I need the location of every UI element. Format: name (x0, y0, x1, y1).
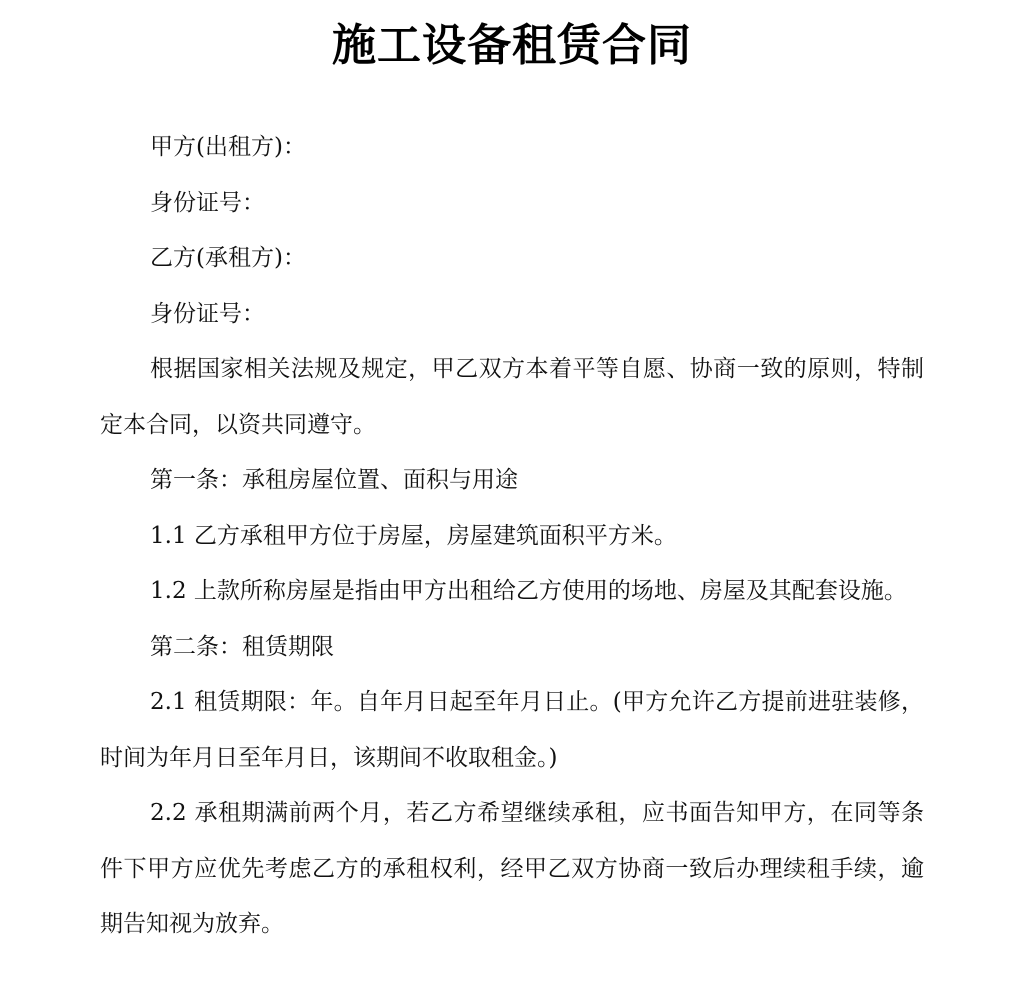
article-2-heading: 第二条：租赁期限 (150, 633, 334, 660)
party-a-line: 甲方(出租方)： (150, 134, 306, 160)
document-title: 施工设备租赁合同 (332, 20, 692, 71)
preamble-paragraph: 根据国家相关法规及规定，甲乙双方本着平等自愿、协商一致的原则，特制定本合同，以资共同遵守。 (100, 356, 924, 438)
clause-1-2: 1.2 上款所称房屋是指由甲方出租给乙方使用的场地、房屋及其配套设施。 (150, 578, 907, 604)
clause-1-1: 1.1 乙方承租甲方位于房屋，房屋建筑面积平方米。 (150, 522, 677, 549)
clause-2-2: 2.2 承租期满前两个月，若乙方希望继续承租，应书面告知甲方，在同等条件下甲方应优先考虑乙方的承租权利，经甲乙双方协商一致后办理续租手续，逾期告知视为放弃。 (100, 800, 924, 937)
clause-2-1: 2.1 租赁期限：年。自年月日起至年月日止。(甲方允许乙方提前进驻装修，时间为年月日至年月日，该期间不收取租金。) (100, 689, 924, 771)
party-b-id-line: 身份证号： (150, 300, 265, 327)
document-body (100, 120, 924, 953)
party-b-line: 乙方(承租方)： (150, 245, 306, 271)
article-1-heading: 第一条：承租房屋位置、面积与用途 (150, 467, 518, 493)
party-a-id-line: 身份证号： (150, 189, 265, 216)
